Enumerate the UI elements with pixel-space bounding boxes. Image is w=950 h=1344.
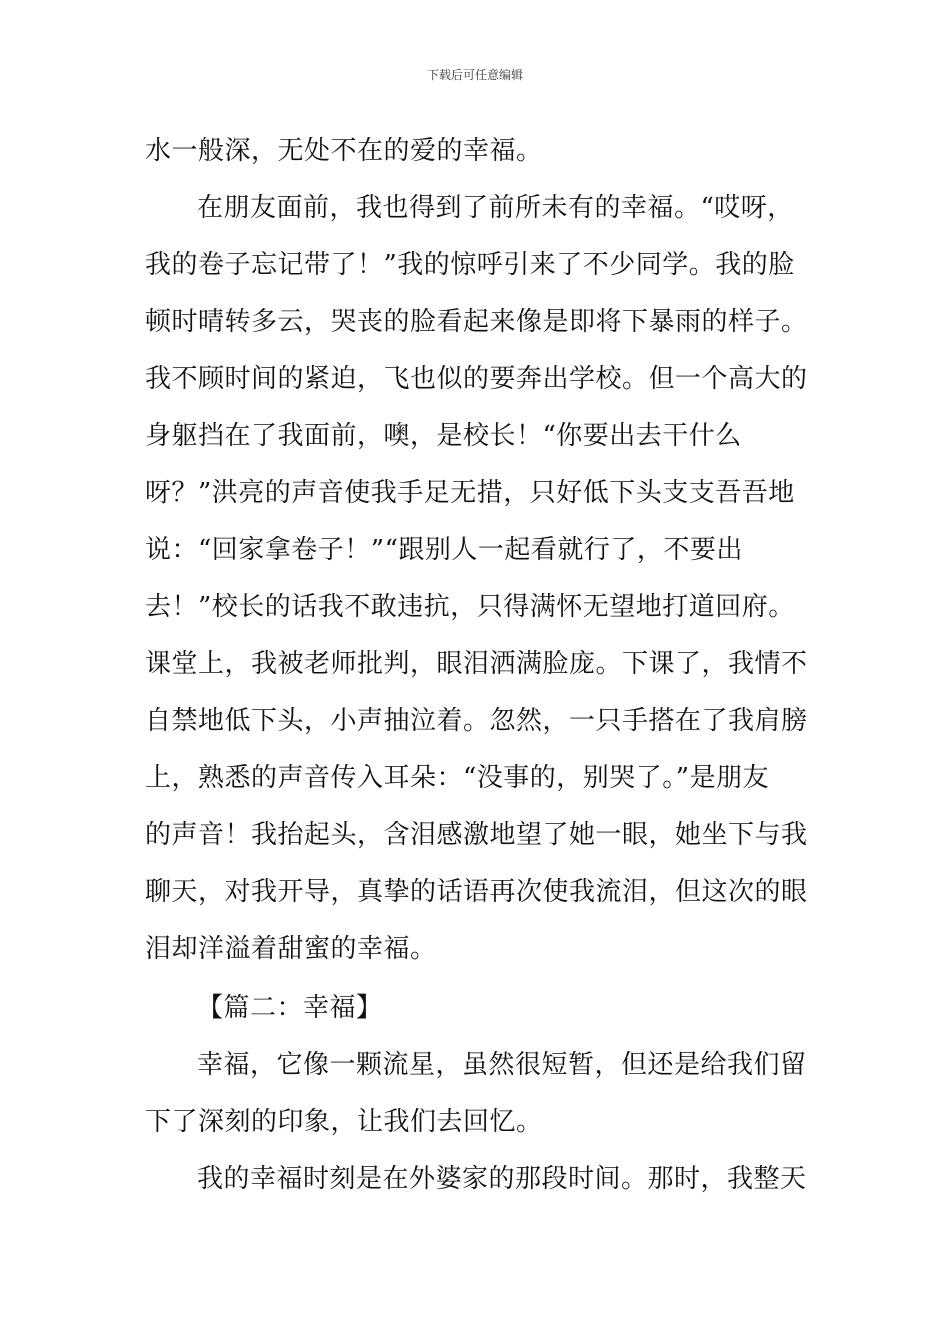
text-line: 自禁地低下头，小声抽泣着。忽然，一只手搭在了我肩膀 — [145, 706, 808, 736]
text-line: 幸福，它像一颗流星，虽然很短暂，但还是给我们留 — [197, 1050, 807, 1080]
text-line: 我的幸福时刻是在外婆家的那段时间。那时，我整天 — [197, 1164, 807, 1194]
text-line: 在朋友面前，我也得到了前所未有的幸福。“哎呀， — [197, 193, 794, 223]
text-line: 去！”校长的话我不敢违抗，只得满怀无望地打道回府。 — [145, 592, 795, 622]
section-heading: 【篇二：幸福】 — [197, 993, 383, 1023]
text-line: 呀？”洪亮的声音使我手足无措，只好低下头支支吾吾地 — [145, 478, 795, 508]
text-line: 说：“回家拿卷子！”“跟别人一起看就行了，不要出 — [145, 535, 743, 565]
text-line: 我不顾时间的紧迫，飞也似的要奔出学校。但一个高大的 — [145, 364, 808, 394]
page-header: 下载后可任意编辑 — [426, 68, 523, 82]
text-line: 顿时晴转多云，哭丧的脸看起来像是即将下暴雨的样子。 — [145, 307, 808, 337]
text-line: 的声音！我抬起头，含泪感激地望了她一眼，她坐下与我 — [145, 820, 808, 850]
text-line: 下了深刻的印象，让我们去回忆。 — [145, 1107, 543, 1137]
text-line: 聊天，对我开导，真挚的话语再次使我流泪，但这次的眼 — [145, 877, 808, 907]
text-line: 泪却洋溢着甜蜜的幸福。 — [145, 934, 437, 964]
text-line: 身躯挡在了我面前，噢，是校长！“你要出去干什么 — [145, 421, 742, 451]
text-line: 水一般深，无处不在的爱的幸福。 — [145, 136, 543, 166]
text-line: 课堂上，我被老师批判，眼泪洒满脸庞。下课了，我情不 — [145, 649, 808, 679]
text-line: 上，熟悉的声音传入耳朵：“没事的，别哭了。”是朋友 — [145, 763, 770, 793]
text-line: 我的卷子忘记带了！”我的惊呼引来了不少同学。我的脸 — [145, 250, 795, 280]
